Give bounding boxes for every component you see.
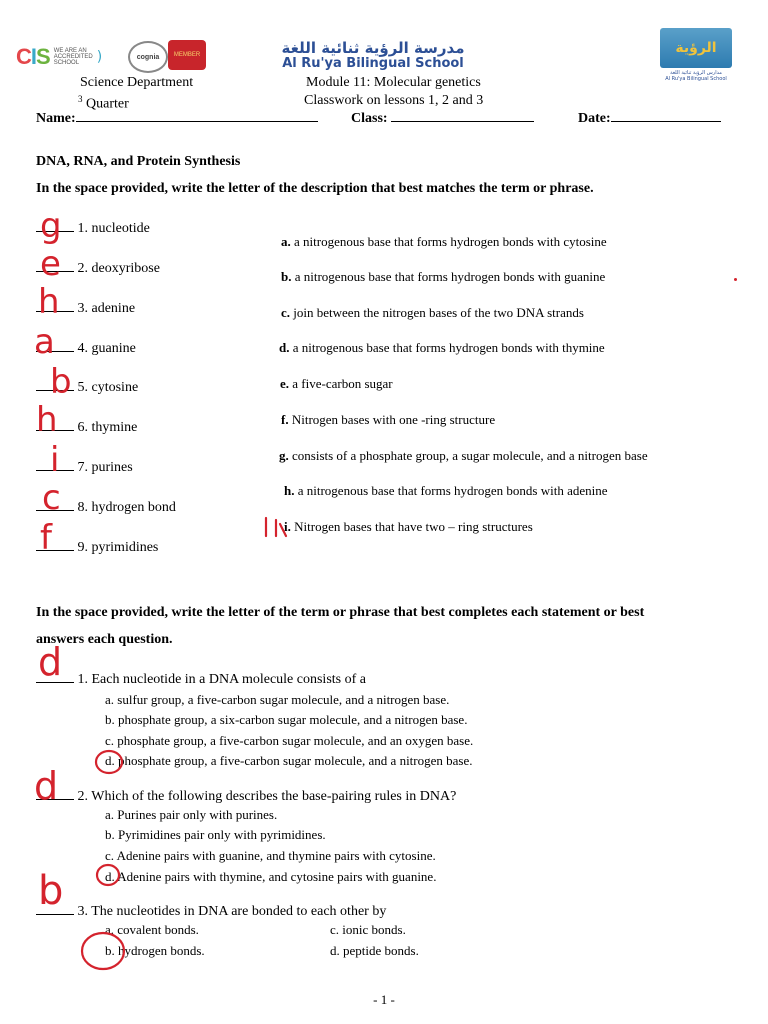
term-row: 1. nucleotide [36, 219, 150, 237]
description-row: i. Nitrogen bases that have two – ring structures [284, 519, 533, 534]
description-row: d. a nitrogenous base that forms hydrogen bonds with thymine [279, 340, 605, 355]
handwritten-answer: f [40, 518, 52, 558]
option: c. ionic bonds. [330, 922, 406, 937]
term-row: 5. cytosine [36, 378, 138, 396]
logo-sub-english: Al Ru'ya Bilingual School [665, 76, 727, 82]
date-field[interactable]: Date: [578, 109, 721, 127]
term-row: 2. deoxyribose [36, 259, 160, 277]
handwritten-answer: a [34, 322, 55, 362]
school-name-arabic: مدرسة الرؤية ثنائية اللغة [281, 39, 465, 57]
handwritten-answer: b [38, 868, 64, 914]
section1-title: DNA, RNA, and Protein Synthesis [36, 154, 241, 169]
department: Science Department [80, 75, 194, 90]
description-row: a. a nitrogenous base that forms hydrogen bonds with cytosine [281, 234, 607, 249]
quarter: $^3$ Quarter [78, 94, 129, 112]
stray-mark [734, 278, 737, 281]
question-3: 3. The nucleotides in DNA are bonded to each other by [36, 902, 386, 920]
handwritten-answer: h [36, 400, 58, 440]
option: b. hydrogen bonds. [105, 943, 205, 958]
description-row: g. consists of a phosphate group, a sugar molecule, and a nitrogen base [279, 448, 648, 463]
handwritten-answer: i [50, 440, 60, 480]
option: a. Purines pair only with purines. [105, 807, 278, 822]
term-row: 6. thymine [36, 418, 137, 436]
answer-circle [80, 930, 126, 974]
handwritten-answer: e [40, 244, 61, 284]
description-row: f. Nitrogen bases with one -ring structure [281, 412, 496, 427]
ink-mark-i [262, 514, 292, 540]
option: b. Pyrimidines pair only with pyrimidines. [105, 827, 326, 842]
option: a. covalent bonds. [105, 922, 199, 937]
option: d. peptide bonds. [330, 943, 419, 958]
term-row: 9. pyrimidines [36, 538, 158, 556]
option: a. sulfur group, a five-carbon sugar molecule, and a nitrogen base. [105, 692, 450, 707]
cognia-logo: cognia [128, 41, 168, 73]
handwritten-answer: d [34, 764, 59, 808]
option: c. phosphate group, a five-carbon sugar molecule, and an oxygen base. [105, 733, 474, 748]
member-badge: MEMBER [168, 40, 206, 70]
description-row: b. a nitrogenous base that forms hydrogen bonds with guanine [281, 269, 606, 284]
cis-tagline: WE ARE AN ACCREDITED SCHOOL [53, 48, 93, 66]
description-row: h. a nitrogenous base that forms hydrogen bonds with adenine [284, 483, 608, 498]
handwritten-answer: c [42, 478, 61, 518]
term-row: 3. adenine [36, 299, 135, 317]
cis-letters: CIS [16, 44, 50, 69]
section2-instructions-2: answers each question. [36, 632, 173, 647]
question-2: 2. Which of the following describes the base-pairing rules in DNA? [36, 787, 456, 805]
term-row: 7. purines [36, 458, 133, 476]
description-row: c. join between the nitrogen bases of the two DNA strands [281, 305, 584, 320]
option: d. Adenine pairs with thymine, and cytosine pairs with guanine. [105, 869, 437, 884]
term-row: 4. guanine [36, 339, 136, 357]
question-1: 1. Each nucleotide in a DNA molecule consists of a [36, 670, 366, 688]
classwork-title: Classwork on lessons 1, 2 and 3 [304, 93, 484, 108]
page-number: - 1 - [373, 992, 395, 1007]
class-field[interactable]: Class: [351, 109, 534, 127]
name-field[interactable]: Name: [36, 109, 318, 127]
option: d. phosphate group, a five-carbon sugar molecule, and a nitrogen base. [105, 753, 473, 768]
handwritten-answer: d [38, 640, 63, 684]
handwritten-answer: b [50, 362, 72, 402]
module-title: Module 11: Molecular genetics [306, 75, 481, 90]
handwritten-answer: g [40, 206, 62, 246]
option: b. phosphate group, a six-carbon sugar molecule, and a nitrogen base. [105, 712, 468, 727]
cis-logo: CIS WE ARE AN ACCREDITED SCHOOL ) [16, 44, 103, 69]
logo-emblem: الرؤية [660, 28, 732, 68]
term-row: 8. hydrogen bond [36, 498, 176, 516]
description-row: e. a five-carbon sugar [280, 376, 393, 391]
logo-sub-arabic: مدارس الرؤية ثنائية اللغة [670, 70, 722, 76]
school-name-english: Al Ru'ya Bilingual School [282, 56, 464, 71]
answer-circle [94, 748, 126, 776]
option: c. Adenine pairs with guanine, and thymine pairs with cytosine. [105, 848, 436, 863]
answer-circle [94, 862, 124, 888]
section2-instructions: In the space provided, write the letter of the term or phrase that best completes each statement or best [36, 605, 645, 620]
school-logo [660, 28, 732, 82]
handwritten-answer: h [38, 282, 60, 322]
section1-instructions: In the space provided, write the letter of the description that best matches the term or phrase. [36, 181, 594, 196]
